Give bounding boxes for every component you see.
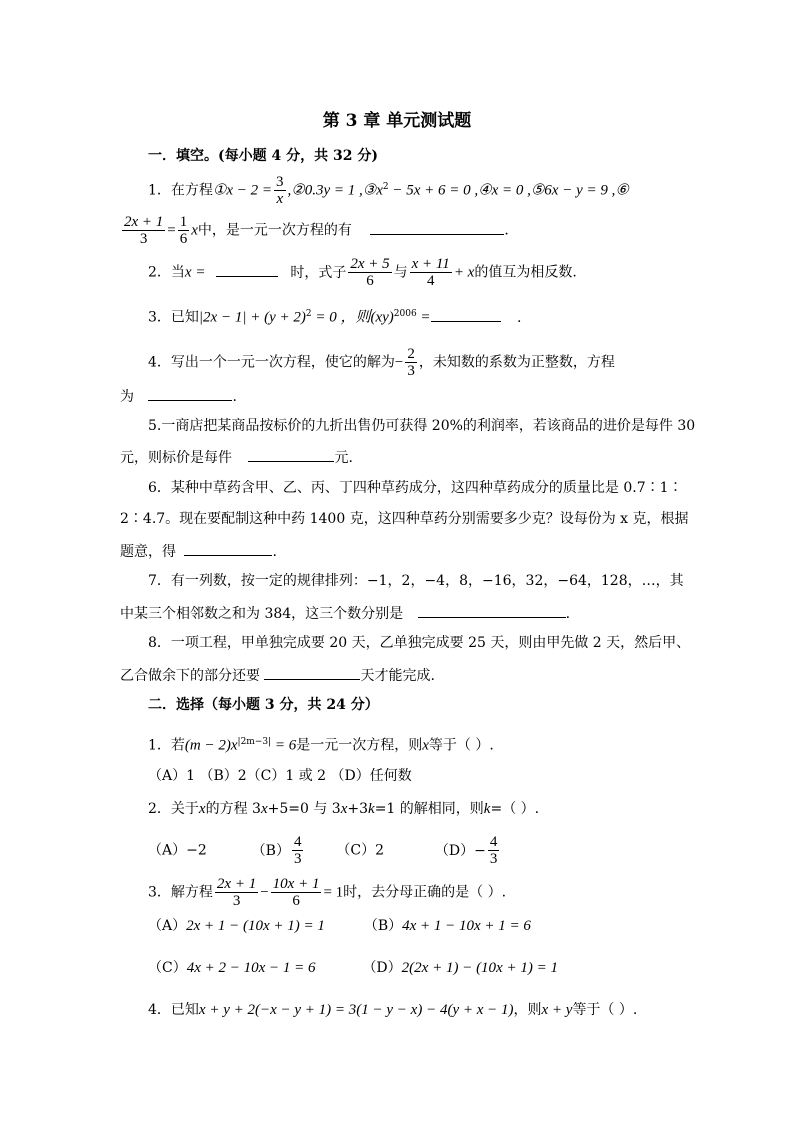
q4-f-den: 3 <box>407 363 415 379</box>
q1-suffix: 中，是一元一次方程的有 <box>197 222 352 239</box>
c3-f1-den: 3 <box>232 893 241 909</box>
section-1-heading: 一．填空。(每小题 4 分，共 32 分) <box>148 148 378 164</box>
c3-minus: − <box>260 884 269 901</box>
q1-eq3: − 5x + 6 = 0 ,④x = 0 ,⑤6x − y = 9 ,⑥ <box>388 182 629 199</box>
q3-eq: = <box>416 309 431 326</box>
q2-plus-x: + x <box>453 264 475 281</box>
q1-eq6-rfraction <box>178 214 190 247</box>
section-2-heading: 二．选择（每小题 3 分，共 24 分） <box>148 697 379 713</box>
question-8-line-1: 8．一项工程，甲单独完成要 20 天，乙单独完成要 25 天，则由甲先做 2 天，然后甲、 <box>148 635 691 651</box>
c3-option-d[interactable] <box>362 960 558 976</box>
c2-option-b[interactable] <box>251 834 306 867</box>
c3-fraction-1 <box>215 876 258 909</box>
c2-option-d[interactable] <box>434 834 501 867</box>
c3-a-label: （A） <box>148 918 187 934</box>
q3-expr: |2x − 1| + (y + 2) <box>198 309 306 326</box>
c4-expr: x + y + 2(−x − y + 1) = 3(1 − y − x) − 4(y + x − 1) <box>198 1002 514 1018</box>
page-title: 第 3 章 单元测试题 <box>322 111 472 131</box>
c2-option-a[interactable]: （A）−2 <box>148 842 207 859</box>
q2-with: 与 <box>393 264 408 281</box>
c3-d-expr: 2(2x + 1) − (10x + 1) = 1 <box>401 960 558 976</box>
q1-fraction-3-over-x <box>274 174 286 207</box>
choice-question-4 <box>148 1000 637 1020</box>
c2-option-c[interactable]: （C）2 <box>336 842 384 859</box>
q3-answer-blank[interactable] <box>431 306 501 322</box>
c1-options: （A）1 （B）2（C）1 或 2 （D）任何数 <box>148 768 412 784</box>
q1-end: . <box>504 222 509 239</box>
c2-prefix: 2．关于 <box>148 801 199 817</box>
c2-options <box>148 834 501 867</box>
q1-eq1: ①x − 2 = <box>212 182 273 199</box>
q4-end: . <box>232 389 237 405</box>
q2-answer-blank[interactable] <box>216 261 278 277</box>
q2-var: x = <box>184 264 206 281</box>
c3-b-label: （B） <box>363 918 403 934</box>
c1-expr: (m − 2)x <box>184 737 238 754</box>
c2-b-den: 3 <box>293 851 302 867</box>
q6-line3: 题意，得 <box>120 544 176 560</box>
c3-option-a[interactable] <box>148 918 325 934</box>
q1-eq6-num: 2x + 1 <box>124 214 164 230</box>
q2-fraction-1 <box>348 256 391 289</box>
q4-neg: − <box>394 354 404 371</box>
q2-fraction-2 <box>410 256 452 289</box>
q4-f-num: 2 <box>407 346 415 362</box>
c3-f2-num: 10x + 1 <box>272 876 320 892</box>
c2-d-den: 3 <box>489 851 498 867</box>
c1-suffix: 是一元一次方程，则 <box>296 737 423 754</box>
c2-v2: x <box>260 801 268 817</box>
c2-option-b-label: （B） <box>251 842 290 859</box>
question-4-line-1 <box>148 346 615 379</box>
q5-line2: 元，则标价是每件 <box>120 450 232 466</box>
q4-line1-tail: ，未知数的系数为正整数，方程 <box>418 354 615 371</box>
q3-end: . <box>517 309 522 326</box>
c4-tail: 等于（ ）. <box>572 1002 638 1018</box>
question-7-line-1: 7．有一列数，按一定的规律排列：−1，2，−4，8，−16，32，−64，128，…，其 <box>148 573 684 589</box>
c2-b-num: 4 <box>293 834 302 850</box>
c3-b-expr: 4x + 1 − 10x + 1 = 6 <box>402 918 531 934</box>
c3-f2-den: 6 <box>292 893 300 909</box>
choice-question-2 <box>148 799 539 819</box>
q1-frac-den: x <box>276 191 284 207</box>
c3-f1-num: 2x + 1 <box>216 876 257 892</box>
c1-expr2: = 6 <box>271 737 297 754</box>
q6-answer-blank[interactable] <box>184 540 272 556</box>
q2-f1-num: 2x + 5 <box>350 256 390 272</box>
q4-fraction <box>405 346 417 379</box>
q4-line1: 4．写出一个一元一次方程，使它的解为 <box>148 354 395 371</box>
c4-mid: ，则 <box>513 1002 542 1018</box>
c3-options-row-1 <box>148 916 531 936</box>
q6-end: . <box>272 544 277 560</box>
q4-line2: 为 <box>120 389 134 405</box>
c2-mid3: +3 <box>347 801 369 817</box>
question-3 <box>148 304 521 328</box>
question-6-line-2: 2∶4.7。现在要配制这种中药 1400 克，这四种草药分别需要多少克？设每份为 x 克，根据 <box>120 511 689 527</box>
q8-tail: 天才能完成. <box>360 668 435 684</box>
c3-d-label: （D） <box>362 960 402 976</box>
q8-answer-blank[interactable] <box>264 664 360 680</box>
q1-answer-blank[interactable] <box>370 219 504 235</box>
choice-question-1 <box>148 732 494 756</box>
c2-option-b-fraction <box>292 834 304 867</box>
question-5-line-1: 5.一商店把某商品按标价的九折出售仍可获得 20%的利润率，若该商品的进价是每件 30 <box>148 418 696 434</box>
q4-answer-blank[interactable] <box>148 385 232 401</box>
c2-mid: 的方程 3 <box>205 801 261 817</box>
q3-prefix: 3．已知 <box>148 309 199 326</box>
q2-prefix: 2．当 <box>148 264 185 281</box>
c3-option-c[interactable] <box>148 960 316 976</box>
q1-eq2: ,②0.3y = 1 ,③x <box>287 182 383 199</box>
question-5-line-2 <box>120 446 353 468</box>
c4-prefix: 4．已知 <box>148 1002 199 1018</box>
q3-expr2: = 0 ，则 <box>311 309 371 326</box>
c2-mid4: =1 的解相同，则 <box>374 801 484 817</box>
q1-eq6-den: 3 <box>139 231 148 247</box>
q7-end: . <box>565 606 571 622</box>
question-6-line-1: 6．某种中草药含甲、乙、丙、丁四种草药成分，这四种草药成分的质量比是 0.7∶1∶ <box>148 480 683 496</box>
q1-eq6-fraction <box>122 214 165 247</box>
c2-v4: k <box>368 801 375 817</box>
c4-expr2: x + y <box>541 1002 573 1018</box>
q3-expr3: (xy) <box>370 309 394 326</box>
q7-line2: 中某三个相邻数之和为 384，这三个数分别是 <box>120 606 404 622</box>
c2-v3: x <box>340 801 348 817</box>
q5-unit: 元. <box>334 450 353 466</box>
q1-eq6-x: x <box>191 222 198 239</box>
question-8-line-2 <box>120 664 435 686</box>
q7-answer-blank[interactable] <box>418 602 566 618</box>
c3-suffix: 时，去分母正确的是（ ）. <box>343 884 507 901</box>
c1-exp: |2m−3| <box>237 737 272 747</box>
question-4-line-2 <box>120 385 237 407</box>
c3-option-b[interactable] <box>364 918 531 934</box>
question-6-line-3 <box>120 540 277 562</box>
question-1-line-2 <box>120 214 509 247</box>
q3-exp2: 2006 <box>393 309 417 319</box>
c3-prefix: 3．解方程 <box>148 884 213 901</box>
q8-line2: 乙合做余下的部分还要 <box>120 668 260 684</box>
q2-f2-num: x + 11 <box>411 256 450 272</box>
c2-option-d-fraction <box>488 834 500 867</box>
q2-suffix: 的值互为相反数. <box>474 264 577 281</box>
q1-exp: 2 <box>382 181 389 192</box>
c1-var: x <box>422 737 429 754</box>
q2-f1-den: 6 <box>366 273 374 289</box>
q1-eq6-rnum: 1 <box>179 214 188 230</box>
c2-mid2: +5=0 与 3 <box>267 801 341 817</box>
c3-a-expr: 2x + 1 − (10x + 1) = 1 <box>186 918 325 934</box>
c3-options-row-2 <box>148 958 558 978</box>
q2-mid: 时，式子 <box>290 264 347 281</box>
question-1-line-1 <box>148 174 629 207</box>
q1-frac-num: 3 <box>276 174 284 190</box>
c3-eq: = 1 <box>323 884 344 901</box>
choice-question-3 <box>148 876 506 909</box>
c2-option-d-label: （D）− <box>434 842 486 859</box>
c2-tail: =（ ）. <box>490 801 540 817</box>
q5-answer-blank[interactable] <box>248 446 334 462</box>
c3-c-expr: 4x + 2 − 10x − 1 = 6 <box>186 960 316 976</box>
c3-c-label: （C） <box>148 960 187 976</box>
q1-eq6-eq: = <box>167 222 176 239</box>
c2-var: x <box>198 801 206 817</box>
question-2 <box>148 256 577 289</box>
c1-tail: 等于（ ）. <box>428 737 494 754</box>
c2-v5: k <box>483 801 491 817</box>
c1-prefix: 1．若 <box>148 737 185 754</box>
q3-exp: 2 <box>305 309 312 319</box>
q1-prefix: 1．在方程 <box>148 182 213 199</box>
c2-d-num: 4 <box>489 834 498 850</box>
q2-f2-den: 4 <box>426 273 435 289</box>
c3-fraction-2 <box>271 876 322 909</box>
q1-eq6-rden: 6 <box>179 231 188 247</box>
question-7-line-2 <box>120 602 570 624</box>
